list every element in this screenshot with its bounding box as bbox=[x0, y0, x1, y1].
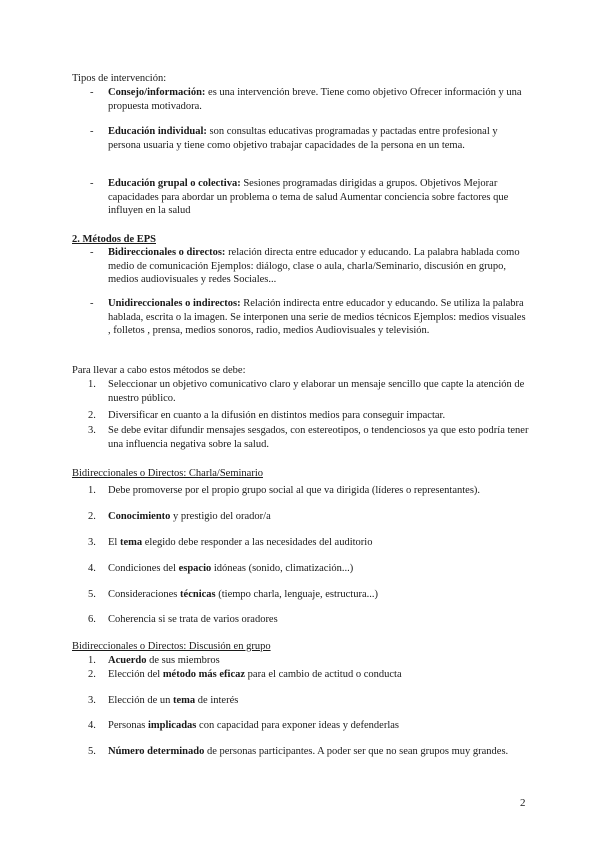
text-segment: Consideraciones bbox=[108, 589, 181, 600]
list-item-text bbox=[108, 536, 533, 550]
bold-term: tema bbox=[119, 537, 143, 548]
text-segment: Debe promoverse por el propio grupo social al que va dirigida (líderes o representantes). bbox=[108, 485, 481, 496]
list-number: 4. bbox=[88, 720, 96, 731]
list-number: 1. bbox=[88, 485, 96, 496]
text-segment: de interés bbox=[195, 695, 239, 706]
methods-heading: 2. Métodos de EPS bbox=[72, 234, 156, 245]
list-item-text bbox=[108, 125, 528, 152]
dash-bullet: - bbox=[90, 87, 94, 98]
list-item-text: Diversificar en cuanto a la difusión en distintos medios para conseguir impactar. bbox=[108, 410, 446, 421]
text-segment: Elección de un bbox=[108, 695, 174, 706]
list-item-text bbox=[108, 177, 528, 218]
term-description: es una intervención breve. Tiene como objetivo Ofrecer información y una propuesta motivadora. bbox=[108, 87, 522, 112]
bold-term: espacio bbox=[178, 563, 212, 574]
text-segment: y prestigio del orador/a bbox=[170, 511, 271, 522]
list-item-text bbox=[108, 510, 533, 524]
text-segment: idóneas (sonido, climatización...) bbox=[211, 563, 354, 574]
text-segment: El bbox=[108, 537, 120, 548]
term-description: Sesiones programadas dirigidas a grupos. Objetivos Mejorar capacidades para abordar un problema o tema de salud Aumentar conciencia sobre factores que influyen en la salud bbox=[108, 178, 509, 216]
bold-term: Número determinado bbox=[108, 746, 205, 757]
list-item-text: Seleccionar un objetivo comunicativo claro y elaborar un mensaje sencillo que capte la atención de nuestro público. bbox=[108, 379, 525, 404]
text-segment: de sus miembros bbox=[146, 655, 220, 666]
text-segment: Condiciones del bbox=[108, 563, 179, 574]
text-segment: para el cambio de actitud o conducta bbox=[245, 669, 402, 680]
list-item-text bbox=[108, 246, 528, 287]
list-number: 2. bbox=[88, 410, 96, 421]
text-segment: Coherencia si se trata de varios oradores bbox=[108, 614, 278, 625]
term-label: Educación individual: bbox=[108, 126, 207, 137]
list-item-text bbox=[108, 654, 533, 668]
term-label: Bidireccionales o directos: bbox=[108, 247, 226, 258]
bold-term: tema bbox=[173, 695, 196, 706]
list-number: 2. bbox=[88, 511, 96, 522]
text-segment: con capacidad para exponer ideas y defenderlas bbox=[196, 720, 400, 731]
term-description: relación directa entre educador y educando. La palabra hablada como medio de comunicación Ejemplos: diálogo, clase o aula, charla/Seminario, discusión en grupo, medios audiovisuales y redes Sociales... bbox=[108, 247, 520, 285]
term-label: Consejo/información: bbox=[108, 87, 206, 98]
list-item-text bbox=[108, 613, 533, 627]
list-item-text: Se debe evitar difundir mensajes sesgados, con estereotipos, o tendenciosos ya que esto podría tener una influencia negativa sobre la salud. bbox=[108, 425, 529, 450]
term-label: Educación grupal o colectiva: bbox=[108, 178, 241, 189]
list-item-text bbox=[108, 484, 533, 498]
list-item-text bbox=[108, 86, 528, 113]
bold-term: implicadas bbox=[147, 720, 197, 731]
list-number: 5. bbox=[88, 589, 96, 600]
bold-term: Conocimiento bbox=[108, 511, 171, 522]
intervention-types-heading: Tipos de intervención: bbox=[72, 73, 167, 84]
list-item-text bbox=[108, 694, 533, 708]
dash-bullet: - bbox=[90, 298, 94, 309]
list-number: 1. bbox=[88, 655, 96, 666]
list-item-text bbox=[108, 668, 533, 682]
bold-term: método más eficaz bbox=[162, 669, 246, 680]
term-label: Unidireccionales o indirectos: bbox=[108, 298, 241, 309]
list-number: 3. bbox=[88, 695, 96, 706]
dash-bullet: - bbox=[90, 126, 94, 137]
list-number: 3. bbox=[88, 425, 96, 436]
list-number: 1. bbox=[88, 379, 96, 390]
text-segment: (tiempo charla, lenguaje, estructura...) bbox=[215, 589, 378, 600]
list-number: 4. bbox=[88, 563, 96, 574]
charla-heading: Bidireccionales o Directos: Charla/Seminario bbox=[72, 468, 263, 479]
term-description: Relación indirecta entre educador y educando. Se utiliza la palabra hablada, escrita o la imagen. Se interponen una serie de medios técnicos Ejemplos: medios visuales , folletos , prensa, medios sonoros, radio, medios Audiovisuales y televisión. bbox=[108, 298, 526, 336]
list-number: 3. bbox=[88, 537, 96, 548]
list-number: 6. bbox=[88, 614, 96, 625]
bold-term: Acuerdo bbox=[108, 655, 147, 666]
page-number: 2 bbox=[520, 797, 526, 809]
text-segment: Elección del bbox=[108, 669, 163, 680]
steps-intro: Para llevar a cabo estos métodos se debe: bbox=[72, 365, 246, 376]
discusion-heading: Bidireccionales o Directos: Discusión en grupo bbox=[72, 641, 271, 652]
list-item-text bbox=[108, 562, 533, 576]
list-item-text bbox=[108, 745, 533, 759]
list-item-text bbox=[108, 297, 528, 338]
list-number: 2. bbox=[88, 669, 96, 680]
bold-term: técnicas bbox=[180, 589, 216, 600]
text-segment: Personas bbox=[108, 720, 148, 731]
text-segment: de personas participantes. A poder ser que no sean grupos muy grandes. bbox=[204, 746, 509, 757]
dash-bullet: - bbox=[90, 247, 94, 258]
list-item-text bbox=[108, 719, 533, 733]
list-number: 5. bbox=[88, 746, 96, 757]
term-description: son consultas educativas programadas y pactadas entre profesional y persona usuaria y tiene como objetivo trabajar capacidades de la persona en un tema. bbox=[108, 126, 498, 151]
text-segment: elegido debe responder a las necesidades del auditorio bbox=[142, 537, 373, 548]
list-item-text bbox=[108, 588, 533, 602]
dash-bullet: - bbox=[90, 178, 94, 189]
